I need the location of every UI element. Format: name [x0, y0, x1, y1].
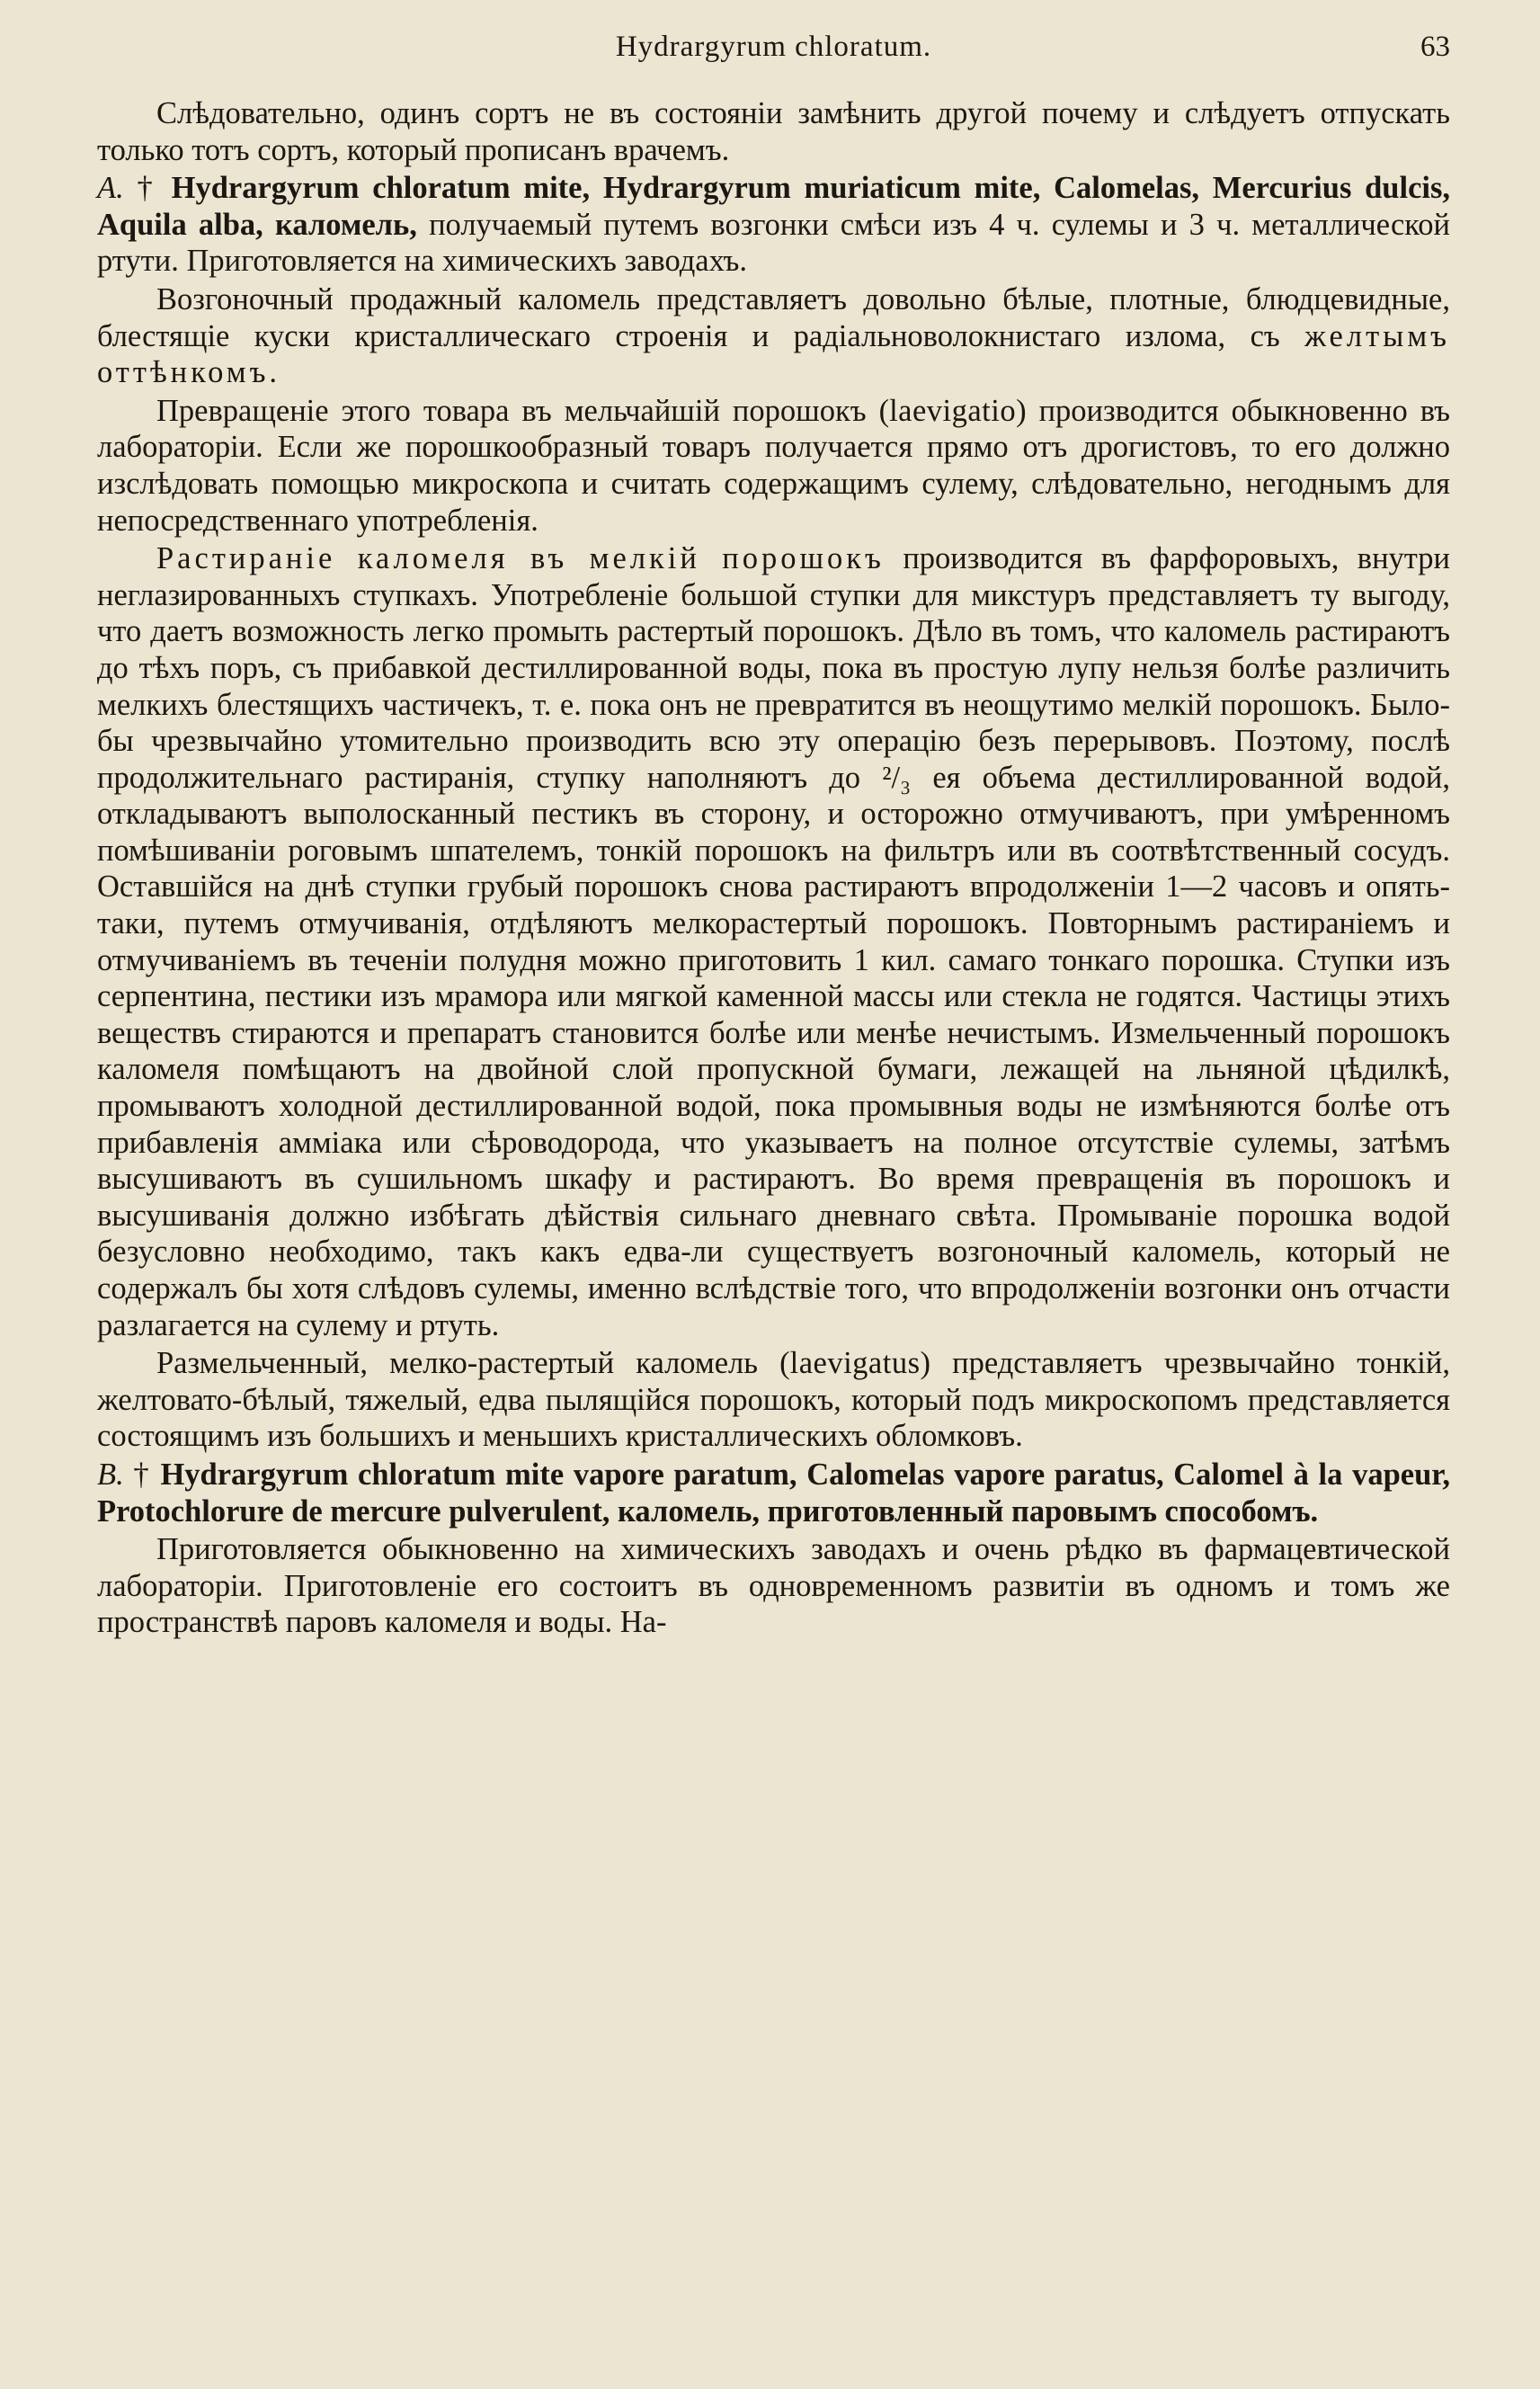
- section-b-paragraph: [97, 1457, 1450, 1529]
- section-a-text: получаемый путемъ возгонки смѣси изъ 4 ч. сулемы и 3 ч. металлической ртути. Приготовляется на химическихъ заводахъ.: [97, 207, 1450, 279]
- section-b-letter: B.: [97, 1457, 124, 1492]
- paragraph-conclusion: Слѣдовательно, одинъ сортъ не въ состоянiи замѣнить другой почему и слѣдуетъ отпускать только тотъ сортъ, который прописанъ врачемъ.: [97, 96, 1450, 167]
- section-b-names: Hydrargyrum chloratum mite vapore paratum, Calomelas vapore paratus, Calomel à la vapeur, Protochlorure de mercure pulverulent, каломель, приготовленный паровымъ способомъ.: [97, 1457, 1451, 1529]
- section-a-paragraph: [97, 170, 1450, 280]
- dagger-mark: †: [133, 1457, 151, 1492]
- paragraph-grinding: [97, 540, 1450, 1343]
- paragraph-levigation-before: Превращенiе этого товара въ мельчайшiй порошокъ (: [156, 393, 890, 428]
- section-a-letter: A.: [97, 171, 124, 206]
- running-title: Hydrargyrum chloratum.: [615, 31, 932, 63]
- paragraph-fine-calomel: [97, 1345, 1450, 1455]
- paragraph-sublimed-calomel: [97, 281, 1450, 391]
- paragraph-fine-after: ) представляетъ чрезвычайно тонкiй, желтовато-бѣлый, тяжелый, едва пылящiйся порошокъ, который подъ микроскопомъ представляется состоящимъ изъ большихъ и меньшихъ кристаллическихъ обломковъ.: [97, 1346, 1450, 1454]
- paragraph-levigation-after: ) производится обыкновенно въ лабораторiи. Если же порошкообразный товаръ получается прямо отъ дрогистовъ, то его должно изслѣдовать помощью микроскопа и считать содержащимъ сулему, слѣдовательно, негоднымъ для непосредственнаго употребленiя.: [97, 393, 1450, 538]
- page-number: 63: [1420, 31, 1450, 63]
- body-text: [97, 95, 1450, 1641]
- paragraph-fine-before: Размельченный, мелко-растертый каломель (: [156, 1346, 790, 1381]
- latin-term-laevigatus: laevigatus: [789, 1346, 921, 1381]
- paragraph-grinding-spaced: Растиранiе каломеля въ мелкiй порошокъ: [156, 541, 885, 576]
- paragraph-sublimed-spaced: желтымъ оттѣнкомъ.: [97, 318, 1450, 390]
- paragraph-sublimed-text: Возгоночный продажный каломель представляетъ довольно бѣлые, плотные, блюдцевидные, блестящiе куски кристаллическаго строенiя и радiальноволокнистаго излома, съ: [97, 281, 1450, 353]
- dagger-mark: †: [137, 171, 158, 206]
- latin-term-laevigatio: laevigatio: [889, 393, 1017, 428]
- section-a-names: Hydrargyrum chloratum mite, Hydrargyrum muriaticum mite, Calomelas, Mercurius dulcis, Aquila alba, каломель,: [97, 171, 1451, 242]
- paragraph-grinding-text: производится въ фарфоровыхъ, внутри неглазированныхъ ступкахъ. Употребленiе большой ступки для микстуръ представляетъ ту выгоду, что даетъ возможность легко промыть растертый порошокъ. Дѣло въ томъ, что каломель растираютъ до тѣхъ поръ, съ прибавкой дестиллированной воды, пока въ простую лупу нельзя болѣе различить мелкихъ блестящихъ частичекъ, т. е. пока онъ не превратится въ неощутимо мелкiй порошокъ. Было-бы чрезвычайно утомительно производить всю эту операцiю безъ перерывовъ. Поэтому, послѣ продолжительнаго растиранiя, ступку наполняютъ до ²/₃ ея объема дестиллированной водой, откладываютъ выполосканный пестикъ въ сторону, и осторожно отмучиваютъ, при умѣренномъ помѣшиванiи роговымъ шпателемъ, тонкiй порошокъ на фильтръ или въ соотвѣтственный сосудъ. Оставшiйся на днѣ ступки грубый порошокъ снова растираютъ впродолженiи 1—2 часовъ и опять-таки, путемъ отмучиванiя, отдѣляютъ мелкорастертый порошокъ. Повторнымъ растиранiемъ и отмучиванiемъ въ теченiи полудня можно приготовить 1 кил. самаго тонкаго порошка. Ступки изъ серпентина, пестики изъ мрамора или мягкой каменной массы или стекла не годятся. Частицы этихъ веществъ стираются и препаратъ становится болѣе или менѣе нечистымъ. Измельченный порошокъ каломеля помѣщаютъ на двойной слой пропускной бумаги, лежащей на льняной цѣдилкѣ, промываютъ холодной дестиллированной водой, пока промывныя воды не измѣняются болѣе отъ прибавленiя амміака или сѣроводорода, что указываетъ на полное отсутствiе сулемы, затѣмъ высушиваютъ въ сушильномъ шкафу и растираютъ. Во время превращенiя въ порошокъ и высушиванiя должно избѣгать дѣйствiя сильнаго дневнаго свѣта. Промыванiе порошка водой безусловно необходимо, такъ какъ едва-ли существуетъ возгоночный каломель, который не содержалъ бы хотя слѣдовъ сулемы, именно вслѣдствiе того, что впродолженiи возгонки онъ отчасти разлагается на сулему и ртуть.: [97, 541, 1451, 1342]
- paragraph-levigation: [97, 393, 1450, 539]
- paragraph-steam-preparation: Приготовляется обыкновенно на химическихъ заводахъ и очень рѣдко въ фармацевтической лабораторiи. Приготовленiе его состоитъ въ одновременномъ развитiи въ одномъ и томъ же пространствѣ паровъ каломеля и воды. На-: [97, 1532, 1450, 1640]
- running-header: [97, 31, 1450, 70]
